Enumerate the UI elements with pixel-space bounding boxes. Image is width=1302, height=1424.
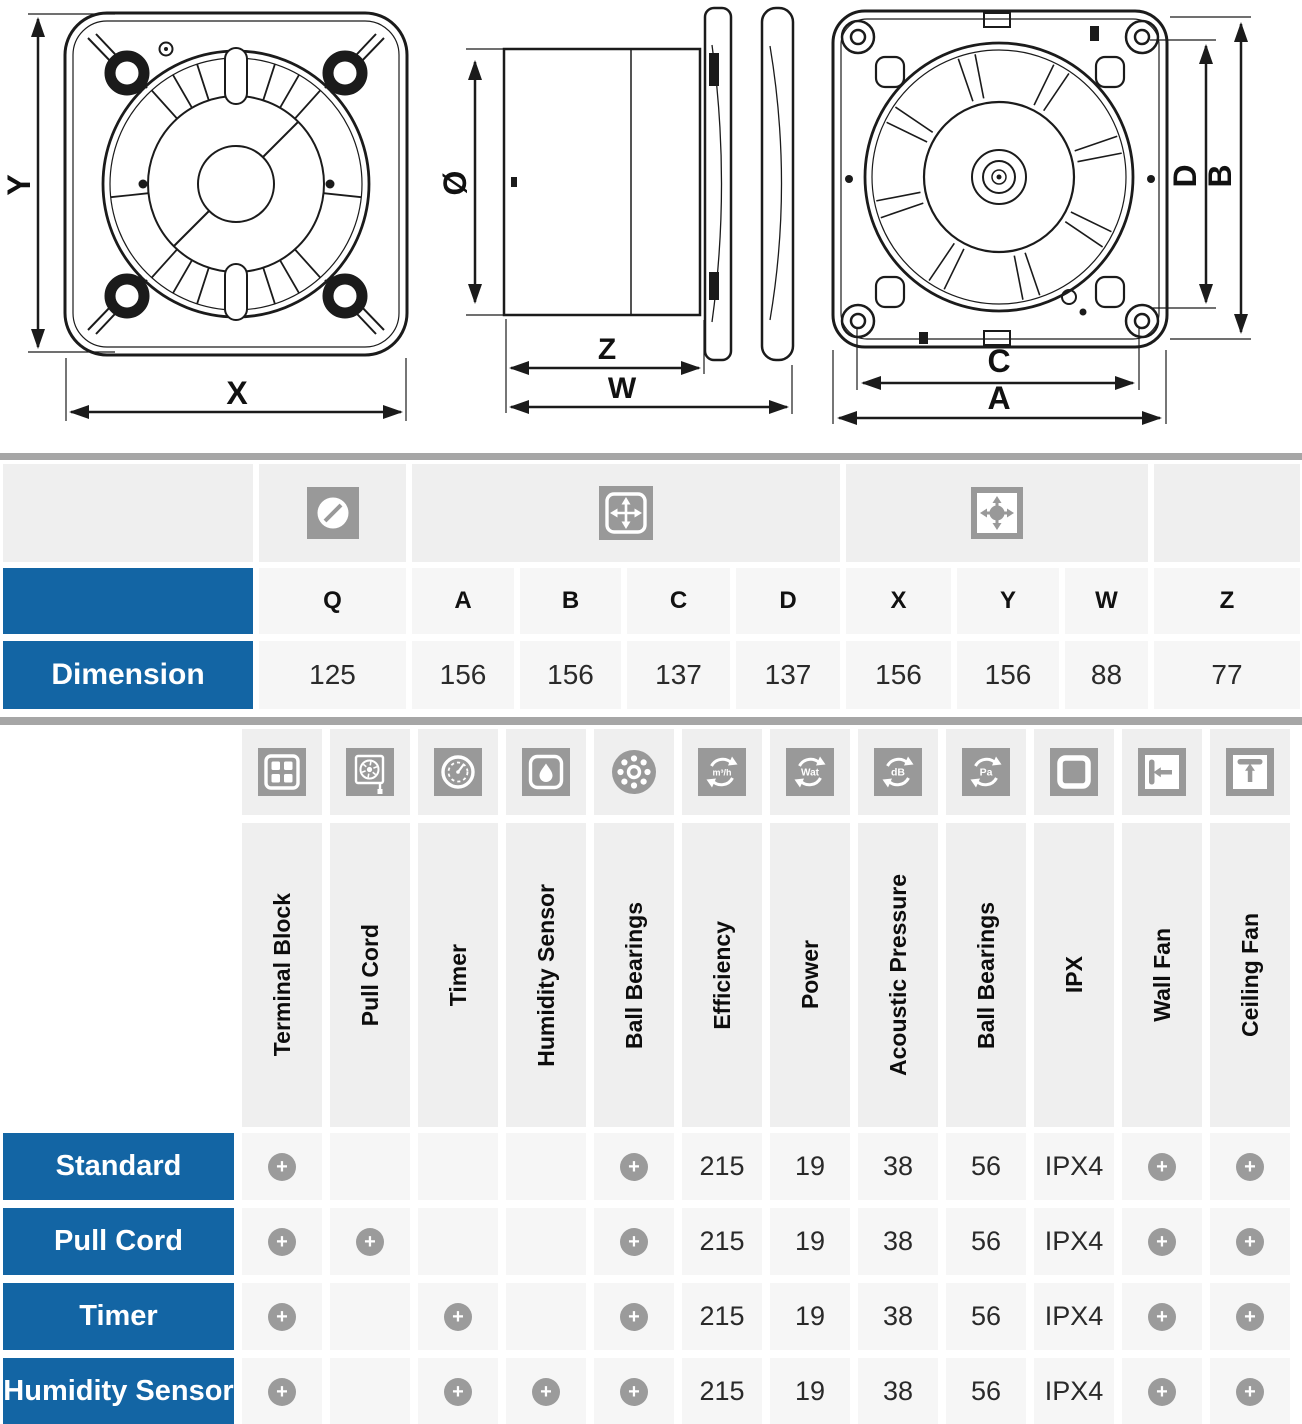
inner-dimensions-icon-cell <box>412 464 840 562</box>
column-header: Y <box>957 568 1059 634</box>
feature-icon-row <box>3 729 1302 815</box>
column-header: C <box>627 568 730 634</box>
dimension-value: 125 <box>259 641 406 709</box>
outer-dimensions-icon-cell <box>846 464 1148 562</box>
divider-bar <box>0 453 1302 460</box>
feature-cell <box>1122 1208 1202 1275</box>
side-outer-depth-dim-label: W <box>607 372 637 405</box>
feature-cell <box>506 1283 586 1350</box>
outer-dimensions-icon <box>971 487 1023 539</box>
feature-cell <box>418 1358 498 1424</box>
feature-column-label: Power <box>796 940 823 1010</box>
feature-column-label: Humidity Sensor <box>532 883 559 1067</box>
column-header: A <box>412 568 514 634</box>
plus-icon: + <box>1236 1228 1264 1256</box>
feature-cell: 19 <box>770 1208 850 1275</box>
efficiency-icon-cell <box>682 729 762 815</box>
feature-cell: 19 <box>770 1283 850 1350</box>
feature-column-label-cell <box>682 823 762 1127</box>
feature-column-label-cell <box>858 823 938 1127</box>
back-outer-horizontal-dim-label: A <box>987 380 1011 416</box>
plus-icon: + <box>620 1228 648 1256</box>
feature-label-row <box>3 823 1302 1127</box>
feature-cell: 38 <box>858 1283 938 1350</box>
header-corner-cell <box>3 568 253 634</box>
feature-column-label-cell <box>242 823 322 1127</box>
feature-cell <box>1122 1358 1202 1424</box>
feature-cell <box>506 1133 586 1200</box>
feature-cell <box>506 1358 586 1424</box>
plus-icon: + <box>620 1153 648 1181</box>
feature-column-label: Terminal Block <box>268 893 295 1057</box>
side-view-drawing <box>437 8 793 414</box>
plus-icon: + <box>444 1378 472 1406</box>
ceiling-fan-icon <box>1226 748 1274 796</box>
diameter-icon <box>307 487 359 539</box>
plus-icon: + <box>1148 1153 1176 1181</box>
feature-column-label: Ball Bearings <box>972 901 999 1049</box>
feature-cell: 215 <box>682 1133 762 1200</box>
plus-icon: + <box>620 1378 648 1406</box>
back-inner-horizontal-dim-label: C <box>987 343 1011 379</box>
feature-cell <box>242 1283 322 1350</box>
feature-column-label-cell <box>506 823 586 1127</box>
feature-column-label-cell <box>770 823 850 1127</box>
watt-icon <box>786 748 834 796</box>
feature-column-label-cell <box>330 823 410 1127</box>
timer-icon-cell <box>418 729 498 815</box>
feature-cell: IPX4 <box>1034 1358 1114 1424</box>
dimension-table <box>0 464 1302 709</box>
feature-cell: IPX4 <box>1034 1208 1114 1275</box>
feature-cell <box>506 1208 586 1275</box>
dimension-value: 156 <box>957 641 1059 709</box>
feature-cell: 56 <box>946 1283 1026 1350</box>
table-row-pull-cord <box>3 1208 1302 1275</box>
feature-column-label: Pull Cord <box>356 923 383 1027</box>
table-row-timer <box>3 1283 1302 1350</box>
ipx-icon <box>1050 748 1098 796</box>
feature-cell: 56 <box>946 1208 1026 1275</box>
feature-cell: 215 <box>682 1283 762 1350</box>
column-header: W <box>1065 568 1148 634</box>
feature-cell <box>594 1283 674 1350</box>
feature-cell <box>418 1133 498 1200</box>
back-inner-vertical-dim-label: D <box>1167 164 1203 188</box>
ceiling-fan-icon-cell <box>1210 729 1290 815</box>
feature-cell <box>330 1133 410 1200</box>
front-vertical-dim-label: Y <box>1 174 37 196</box>
efficiency-unit-text: m³/h <box>712 767 732 778</box>
feature-cell <box>1210 1208 1290 1275</box>
feature-cell <box>242 1133 322 1200</box>
decibel-icon <box>874 748 922 796</box>
plus-icon: + <box>268 1228 296 1256</box>
feature-table <box>0 729 1302 1424</box>
feature-cell: 56 <box>946 1358 1026 1424</box>
power-icon-cell <box>770 729 850 815</box>
dimension-table-header-row <box>3 568 1302 634</box>
divider-bar <box>0 717 1302 725</box>
feature-cell <box>1210 1133 1290 1200</box>
feature-cell: 38 <box>858 1208 938 1275</box>
feature-cell <box>1122 1283 1202 1350</box>
technical-drawings <box>0 0 1302 453</box>
feature-column-label-cell <box>418 823 498 1127</box>
feature-column-label-cell <box>1122 823 1202 1127</box>
feature-cell <box>1210 1358 1290 1424</box>
ball-bearings-icon-cell <box>594 729 674 815</box>
feature-column-label: IPX <box>1060 956 1087 994</box>
dimension-value: 77 <box>1154 641 1300 709</box>
feature-column-label: Wall Fan <box>1148 928 1175 1022</box>
icon-row-spacer <box>3 464 253 562</box>
dimension-table-value-row <box>3 641 1302 709</box>
feature-cell <box>330 1208 410 1275</box>
plus-icon: + <box>356 1228 384 1256</box>
feature-cell <box>330 1283 410 1350</box>
column-header: Q <box>259 568 406 634</box>
feature-cell <box>594 1208 674 1275</box>
airflow-icon <box>698 748 746 796</box>
side-diameter-dim-label: Ø <box>437 170 473 196</box>
row-header: Humidity Sensor <box>3 1358 234 1424</box>
plus-icon: + <box>1148 1378 1176 1406</box>
feature-column-label: Ceiling Fan <box>1236 913 1263 1037</box>
dimension-value: 137 <box>736 641 840 709</box>
dimension-value: 137 <box>627 641 730 709</box>
row-header: Pull Cord <box>3 1208 234 1275</box>
dimension-value: 156 <box>846 641 951 709</box>
feature-cell: IPX4 <box>1034 1133 1114 1200</box>
plus-icon: + <box>268 1378 296 1406</box>
humidity-sensor-icon-cell <box>506 729 586 815</box>
feature-cell <box>594 1133 674 1200</box>
row-header: Timer <box>3 1283 234 1350</box>
column-header: D <box>736 568 840 634</box>
plus-icon: + <box>1148 1303 1176 1331</box>
feature-column-label: Efficiency <box>708 920 735 1030</box>
terminal-block-icon <box>258 748 306 796</box>
feature-column-label-cell <box>946 823 1026 1127</box>
feature-column-label-cell <box>1210 823 1290 1127</box>
plus-icon: + <box>1236 1303 1264 1331</box>
feature-icon-spacer <box>3 729 234 815</box>
feature-cell: 19 <box>770 1358 850 1424</box>
feature-cell: 215 <box>682 1358 762 1424</box>
decibel-unit-text: dB <box>891 766 905 779</box>
pascal-unit-text: Pa <box>979 766 993 779</box>
feature-cell <box>418 1283 498 1350</box>
plus-icon: + <box>1148 1228 1176 1256</box>
feature-cell: 38 <box>858 1358 938 1424</box>
plus-icon: + <box>532 1378 560 1406</box>
plus-icon: + <box>268 1153 296 1181</box>
dimension-value: 156 <box>520 641 621 709</box>
feature-cell <box>594 1358 674 1424</box>
timer-icon <box>434 748 482 796</box>
table-row-humidity-sensor <box>3 1358 1302 1424</box>
inner-dimensions-icon <box>599 486 653 540</box>
feature-cell: 38 <box>858 1133 938 1200</box>
power-unit-text: Wat <box>801 767 819 779</box>
dimension-value: 156 <box>412 641 514 709</box>
row-header-dimension: Dimension <box>3 641 253 709</box>
feature-cell <box>1210 1283 1290 1350</box>
feature-column-label-cell <box>594 823 674 1127</box>
diameter-icon-cell <box>259 464 406 562</box>
column-header: X <box>846 568 951 634</box>
plus-icon: + <box>268 1303 296 1331</box>
plus-icon: + <box>1236 1378 1264 1406</box>
feature-cell <box>1122 1133 1202 1200</box>
pascal-icon <box>962 748 1010 796</box>
feature-cell <box>242 1358 322 1424</box>
plus-icon: + <box>444 1303 472 1331</box>
feature-cell <box>418 1208 498 1275</box>
front-view-drawing <box>1 13 407 421</box>
feature-column-label: Timer <box>444 943 471 1007</box>
ball-bearings2-icon-cell <box>946 729 1026 815</box>
feature-column-label-cell <box>1034 823 1114 1127</box>
wall-fan-icon <box>1138 748 1186 796</box>
column-header: B <box>520 568 621 634</box>
plus-icon: + <box>1236 1153 1264 1181</box>
feature-cell: 19 <box>770 1133 850 1200</box>
feature-cell: 215 <box>682 1208 762 1275</box>
dimension-value: 88 <box>1065 641 1148 709</box>
front-horizontal-dim-label: X <box>226 375 248 411</box>
terminal-block-icon-cell <box>242 729 322 815</box>
feature-cell: 56 <box>946 1133 1026 1200</box>
ball-bearings-icon <box>610 748 658 796</box>
icon-row-empty-cell <box>1154 464 1300 562</box>
feature-cell <box>242 1208 322 1275</box>
pull-cord-icon <box>346 748 394 796</box>
dimension-table-icon-row <box>3 464 1302 562</box>
column-header: Z <box>1154 568 1300 634</box>
table-row-standard <box>3 1133 1302 1200</box>
back-outer-vertical-dim-label: B <box>1202 164 1238 188</box>
feature-cell: IPX4 <box>1034 1283 1114 1350</box>
acoustic-pressure-icon-cell <box>858 729 938 815</box>
feature-column-label: Ball Bearings <box>620 901 647 1049</box>
feature-label-spacer <box>3 823 234 1127</box>
pull-cord-icon-cell <box>330 729 410 815</box>
back-view-drawing <box>833 11 1251 424</box>
side-inner-depth-dim-label: Z <box>597 333 617 366</box>
row-header: Standard <box>3 1133 234 1200</box>
humidity-sensor-icon <box>522 748 570 796</box>
ipx-icon-cell <box>1034 729 1114 815</box>
feature-cell <box>330 1358 410 1424</box>
feature-column-label: Acoustic Pressure <box>884 874 911 1076</box>
wall-fan-icon-cell <box>1122 729 1202 815</box>
plus-icon: + <box>620 1303 648 1331</box>
